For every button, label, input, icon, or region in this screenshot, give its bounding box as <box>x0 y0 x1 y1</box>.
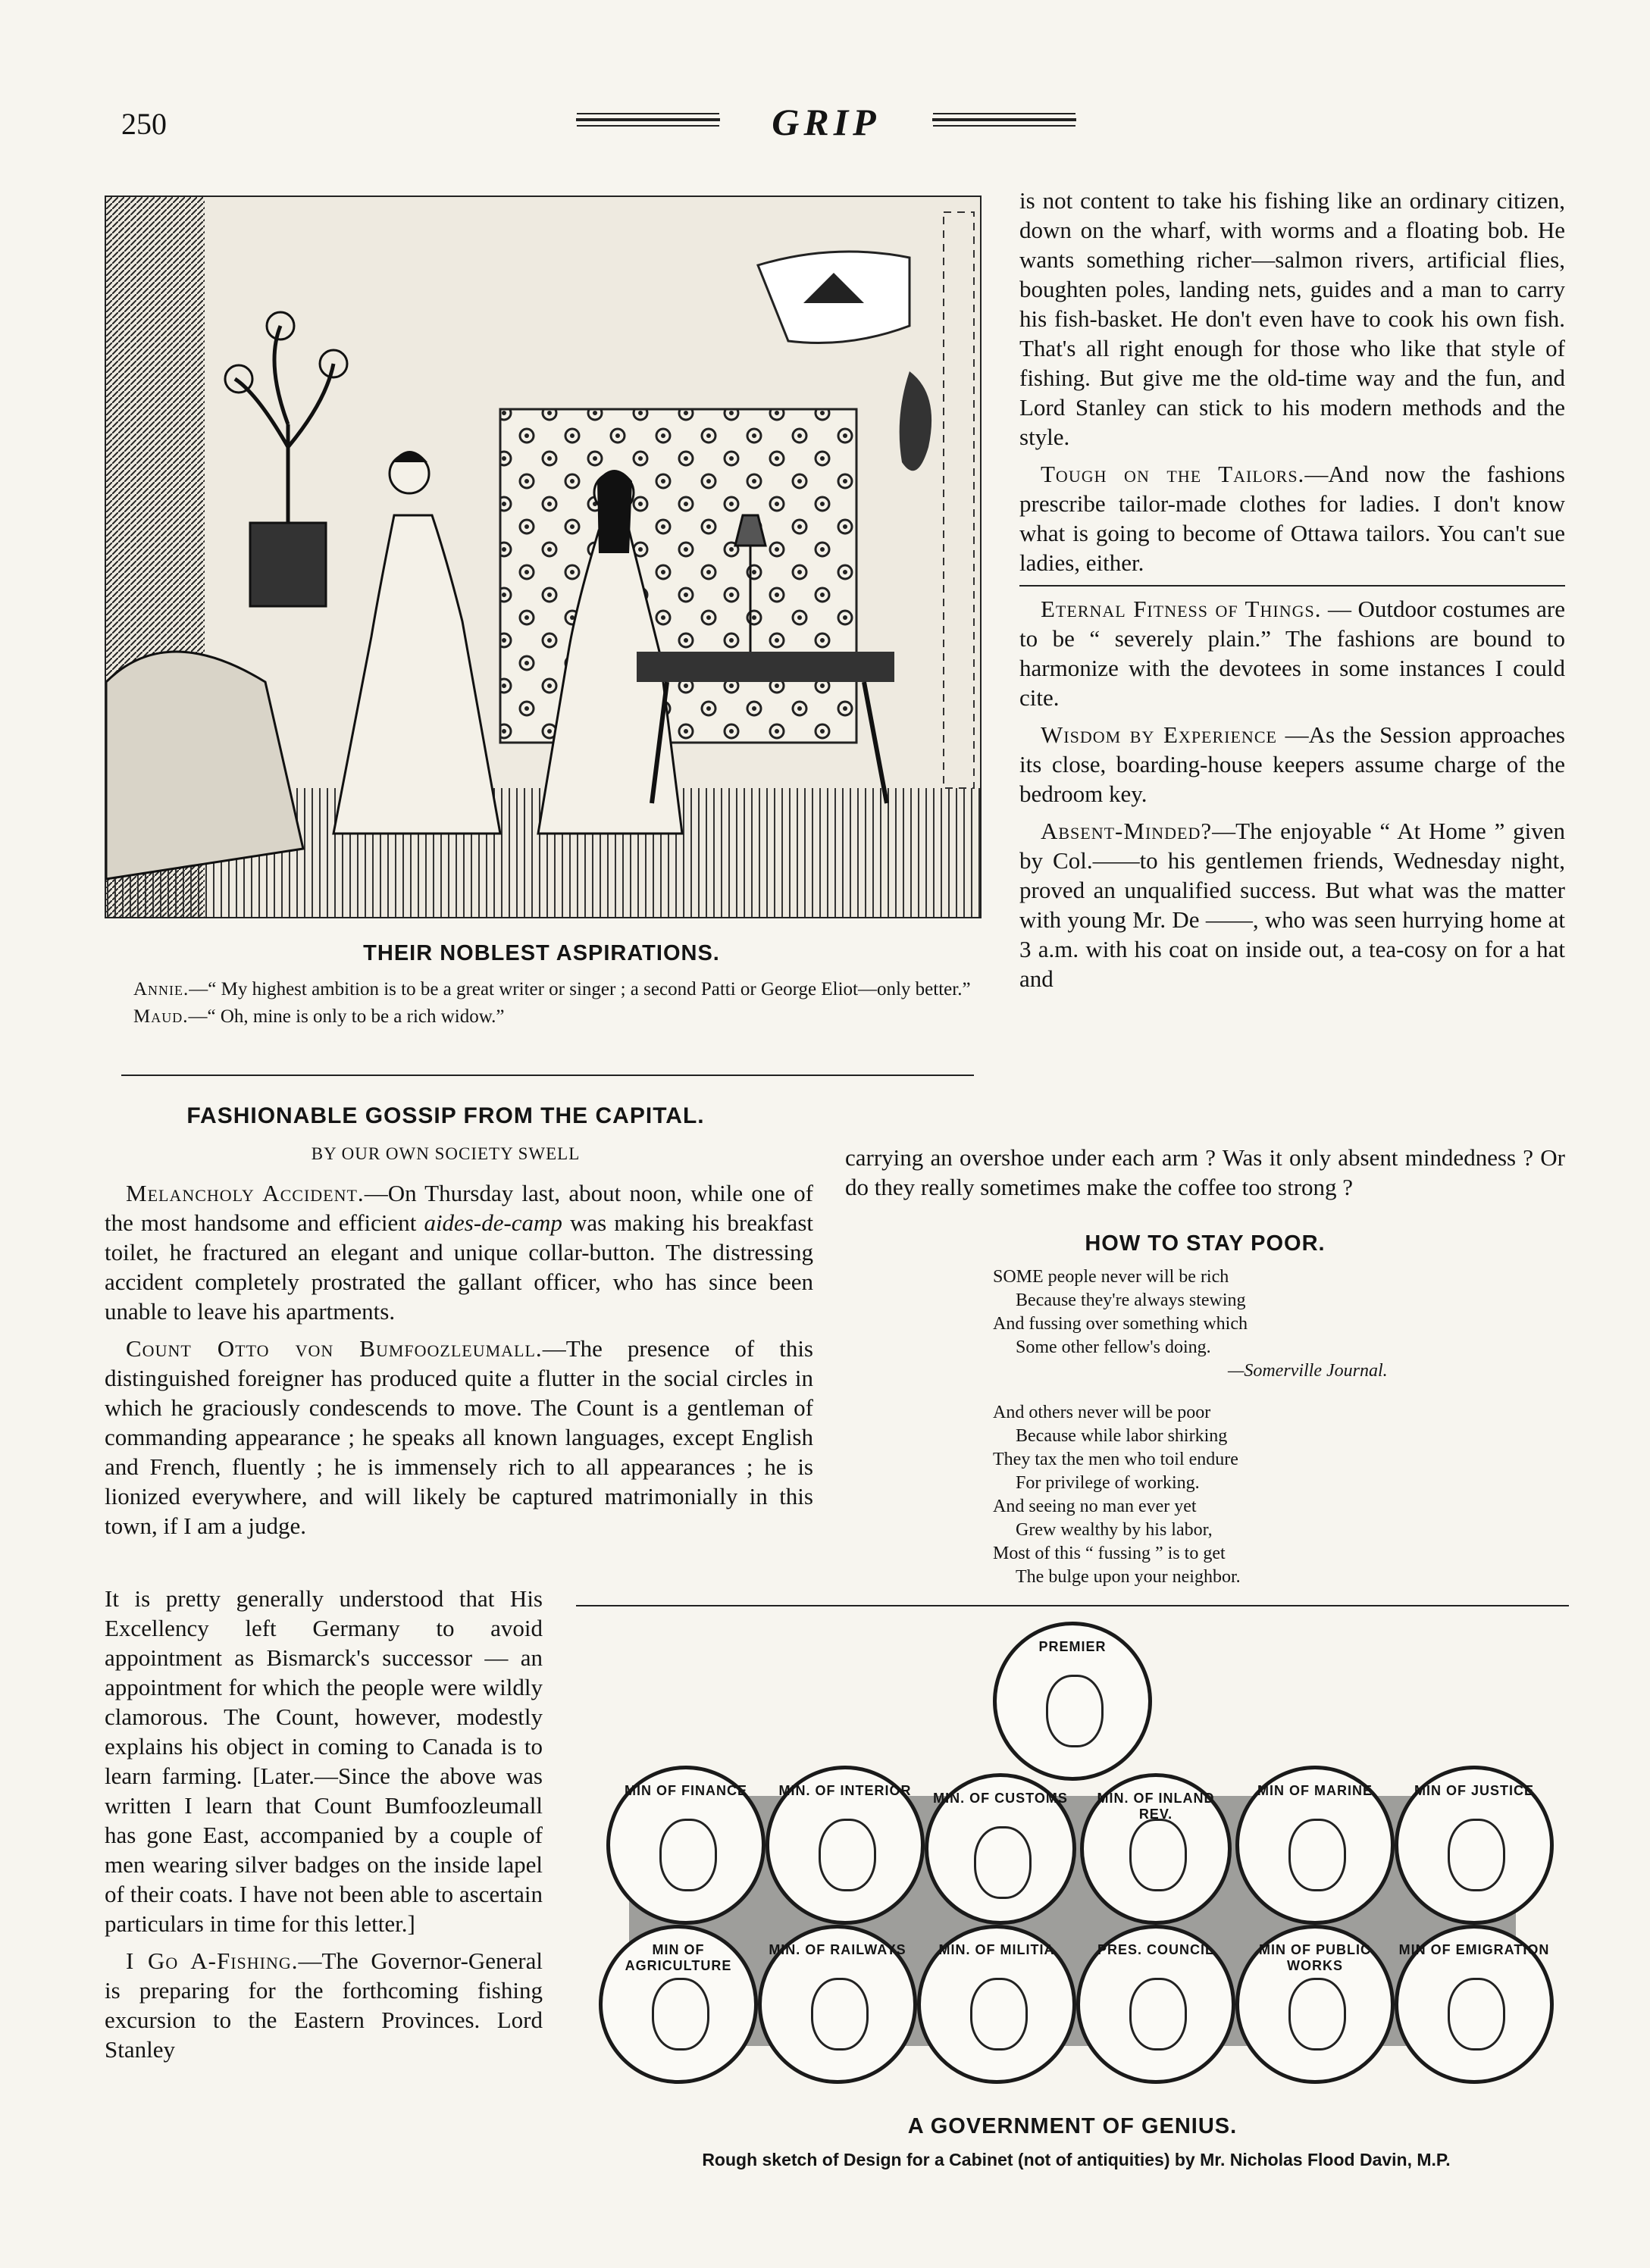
coin-marine: MIN OF MARINE <box>1235 1766 1395 1925</box>
portrait-face-icon <box>1448 1819 1505 1891</box>
heading-wisdom-by-experience: Wisdom by Experience <box>1041 721 1277 748</box>
illustration-divider <box>121 1075 974 1076</box>
poem-line: SOME people never will be rich <box>993 1267 1229 1287</box>
column-divider <box>1019 585 1565 587</box>
portrait-face-icon <box>974 1826 1032 1899</box>
masthead-title: GRIP <box>772 101 881 143</box>
coin-customs: MIN. OF CUSTOMS <box>925 1773 1076 1925</box>
gossip-byline: BY OUR OWN SOCIETY SWELL <box>311 1144 581 1163</box>
heading-melancholy-accident: Melancholy Accident. <box>126 1180 365 1206</box>
coin-railways: MIN. OF RAILWAYS <box>758 1925 917 2084</box>
portrait-face-icon <box>1129 1978 1187 2051</box>
gossip-para-fitness: Eternal Fitness of Things. — Outdoor costumes are to be “ severely plain.” The fashions are bound to harmonize with the devotees in some instances I could cite. <box>1019 596 1565 711</box>
maud-quote: —“ Oh, mine is only to be a rich widow.” <box>188 1006 505 1027</box>
gossip-para-tailors: Tough on the Tailors.—And now the fashions prescribe tailor-made clothes for ladies. I don't know what is going to become of Ottawa tailors. You can't sue ladies, either. <box>1019 461 1565 576</box>
poem-line: And others never will be poor <box>993 1403 1211 1422</box>
portrait-face-icon <box>659 1819 717 1891</box>
heading-count-otto: Count Otto von Bumfoozleumall. <box>126 1335 543 1362</box>
coin-inland-revenue: MIN. OF INLAND REV. <box>1080 1773 1232 1925</box>
speaker-maud: Maud. <box>133 1006 189 1027</box>
coin-finance: MIN OF FINANCE <box>606 1766 766 1925</box>
coin-interior: MIN. OF INTERIOR <box>766 1766 925 1925</box>
poem-line: And seeing no man ever yet <box>993 1497 1197 1516</box>
gossip-para-absent-minded: Absent-Minded?—The enjoyable “ At Home ” given by Col.——to his gentlemen friends, Wednesday night, proved an unqualified success. But what was the matter with young Mr. De ——, who was seen hurrying home at 3 a.m. with his coat on inside out, a tea-cosy on for a hat and <box>1019 818 1565 992</box>
portrait-face-icon <box>1129 1819 1187 1891</box>
portrait-face-icon <box>1448 1978 1505 2051</box>
coin-emigration: MIN OF EMIGRATION <box>1395 1925 1554 2084</box>
aides-de-camp-italic: aides-de-camp <box>424 1209 562 1236</box>
illustration-frame <box>105 196 982 918</box>
cartoon-caption-text: Rough sketch of Design for a Cabinet (not of antiquities) by Mr. Nicholas Flood Davin, M.P. <box>702 2150 1451 2169</box>
masthead-right-ornament <box>932 118 1076 121</box>
portrait-face-icon <box>1288 1819 1346 1891</box>
portrait-face-icon <box>819 1819 876 1891</box>
gossip-para-accident: Melancholy Accident.—On Thursday last, about noon, while one of the most handsome and efficient aides-de-camp was making his breakfast toilet, he fractured an elegant and unique collar-button. The distressing accident completely prostrated the gallant officer, who has since been unable to leave his apartments. <box>105 1180 813 1325</box>
heading-tough-on-tailors: Tough on the Tailors. <box>1041 461 1305 487</box>
cabinet-cartoon <box>584 1622 1561 2099</box>
gossip-para-wisdom: Wisdom by Experience —As the Session approaches its close, boarding-house keepers assume charge of the bedroom key. <box>1019 721 1565 807</box>
coin-public-works: MIN OF PUBLIC WORKS <box>1235 1925 1395 2084</box>
portrait-face-icon <box>652 1978 709 2051</box>
gossip-column-lower <box>105 1584 543 2072</box>
gossip-para-absent-minded-continued: carrying an overshoe under each arm ? Was it only absent mindedness ? Or do they really sometimes make the coffee too strong ? <box>845 1144 1565 1200</box>
dialogue-line-maud <box>114 1005 974 1029</box>
masthead-left-ornament <box>576 118 720 121</box>
poem-body <box>993 1265 1508 1589</box>
gossip-para-fishing-continued: is not content to take his fishing like an ordinary citizen, down on the wharf, with worms and a floating bob. He wants something richer—salmon rivers, artificial flies, boughten poles, landing nets, guides and a man to carry his fish-basket. He don't even have to cook his own fish. That's all right enough for those who like that style of fishing. But give me the old-time way and the fun, and Lord Stanley can stick to his modern methods and the style. <box>1019 187 1565 450</box>
heading-eternal-fitness: Eternal Fitness of Things. <box>1041 596 1322 622</box>
poem-line: Some other fellow's doing. <box>1016 1337 1211 1357</box>
portrait-face-icon <box>1288 1978 1346 2051</box>
illustration-dialogue <box>114 978 974 1029</box>
poem-line: The bulge upon your neighbor. <box>1016 1567 1241 1587</box>
speaker-annie: Annie. <box>133 979 189 999</box>
coin-agriculture: MIN OF AGRICULTURE <box>599 1925 758 2084</box>
annie-quote: —“ My highest ambition is to be a great writer or singer ; a second Patti or George Eliot—only better.” <box>189 979 971 999</box>
coin-premier: PREMIER <box>993 1622 1152 1781</box>
poem-line: Most of this “ fussing ” is to get <box>993 1544 1226 1563</box>
dialogue-line-annie <box>114 978 974 1002</box>
coin-militia: MIN. OF MILITIA <box>917 1925 1076 2084</box>
cartoon-top-divider <box>576 1605 1569 1606</box>
page-number: 250 <box>121 107 167 141</box>
gossip-column-upper <box>105 1178 813 1548</box>
coin-justice: MIN OF JUSTICE <box>1395 1766 1554 1925</box>
gossip-para-count-continued: It is pretty generally understood that His Excellency left Germany to avoid appointment as Bismarck's successor — an appointment for which the people were wildly clamorous. The Count, however, modestly explains his object in coming to Canada is to learn farming. [Later.—Since the above was written I learn that Count Bumfoozleumall has gone East, accompanied by a couple of men wearing silver badges on the inside lapel of their coats. I have not been able to ascertain particulars in time for this letter.] <box>105 1585 543 1937</box>
cartoon-caption-title: A GOVERNMENT OF GENIUS. <box>907 2114 1238 2138</box>
poem-line: Grew wealthy by his labor, <box>1016 1520 1213 1540</box>
gossip-para-fishing: I Go A-Fishing.—The Governor-General is preparing for the forthcoming fishing excursion to the Eastern Provinces. Lord Stanley <box>105 1947 543 2063</box>
poem-line: They tax the men who toil endure <box>993 1450 1238 1469</box>
gossip-para-count: Count Otto von Bumfoozleumall.—The presence of this distinguished foreigner has produced quite a flutter in the social circles in which he graciously condescends to move. The Count is a gentleman of commanding appearance ; he speaks all known languages, except English and French, fluently ; he is immensely rich to all appearances ; he is lionized everywhere, and will likely be captured matrimonially in this town, if I am a judge. <box>105 1335 813 1539</box>
poem-line: Because they're always stewing <box>1016 1290 1246 1310</box>
poem-source: —Somerville Journal. <box>1228 1361 1388 1381</box>
parlor-scene-illustration <box>106 197 980 917</box>
coin-president-council: PRES. COUNCIL <box>1076 1925 1235 2084</box>
portrait-face-icon <box>970 1978 1028 2051</box>
gossip-title: FASHIONABLE GOSSIP FROM THE CAPITAL. <box>186 1103 705 1128</box>
heading-absent-minded: Absent-Minded? <box>1041 818 1213 844</box>
poem-line: And fussing over something which <box>993 1314 1248 1334</box>
portrait-face-icon <box>811 1978 869 2051</box>
poem-line: Because while labor shirking <box>1016 1426 1228 1446</box>
poem-title: HOW TO STAY POOR. <box>1085 1231 1326 1256</box>
heading-go-a-fishing: I Go A-Fishing. <box>126 1947 299 1974</box>
masthead <box>576 97 1076 142</box>
illustration-caption-title: THEIR NOBLEST ASPIRATIONS. <box>363 941 720 965</box>
right-column-upper <box>1019 186 1565 1001</box>
portrait-face-icon <box>1046 1675 1104 1747</box>
poem-line: For privilege of working. <box>1016 1473 1200 1493</box>
